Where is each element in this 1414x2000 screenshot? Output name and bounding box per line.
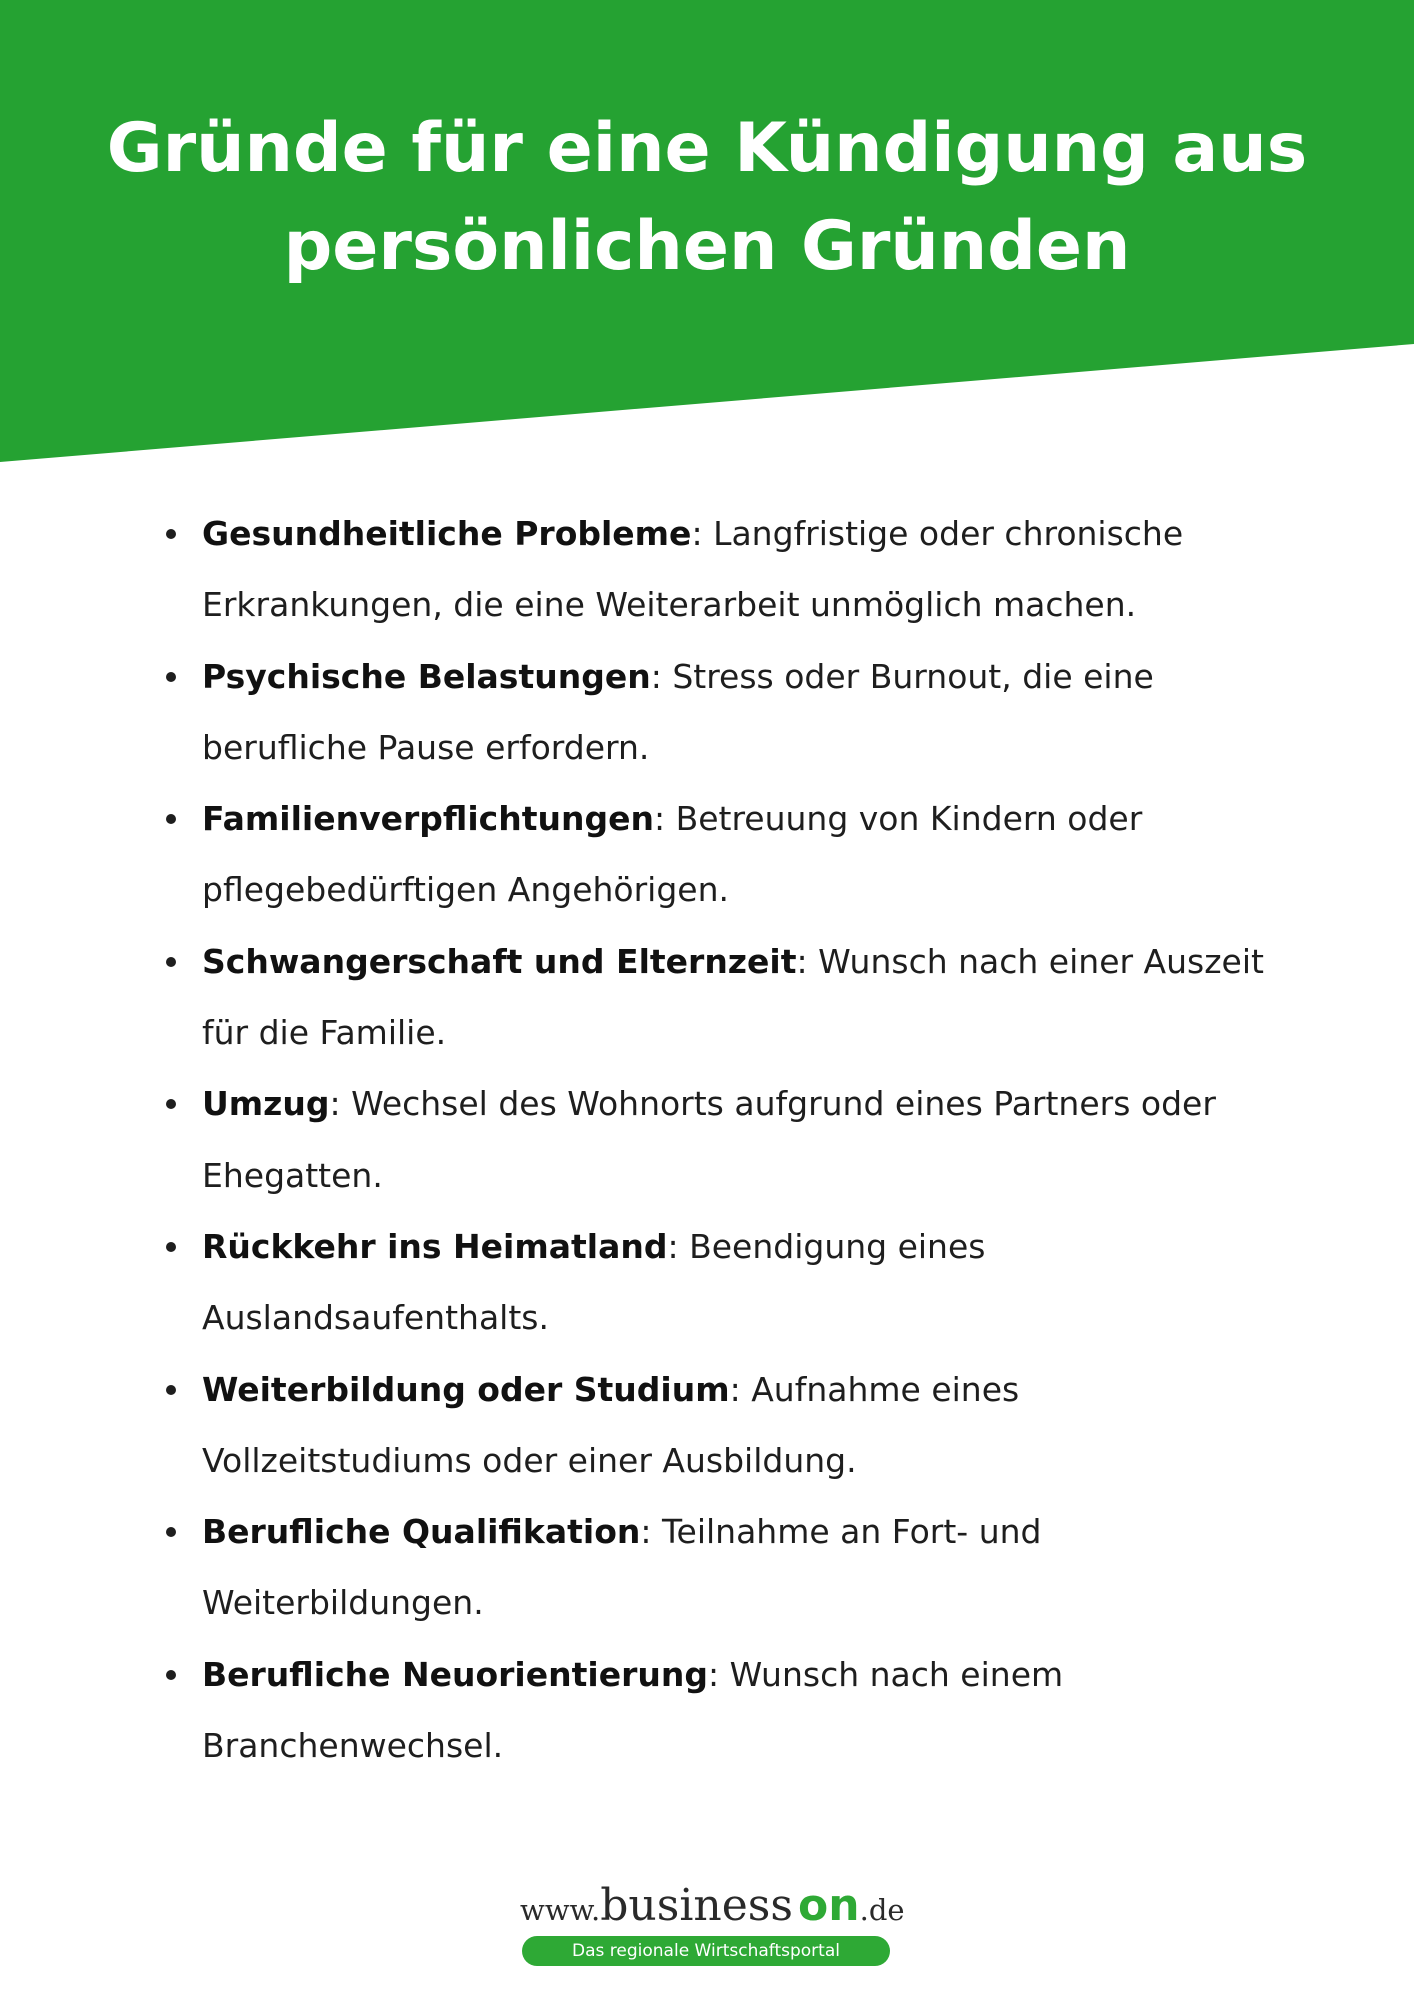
bullet-icon <box>166 1527 176 1537</box>
reason-text-line-1: Aufnahme eines <box>751 1369 1020 1409</box>
reason-text-line-2: Ehegatten. <box>202 1155 383 1195</box>
page-title-line-1: Gründe für eine Kündigung aus <box>106 109 1308 188</box>
list-item: Psychische Belastungen: Stress oder Burnout, die eine berufliche Pause erfordern. <box>160 641 1290 784</box>
logo-wordmark <box>520 1880 905 1936</box>
list-item: Umzug: Wechsel des Wohnorts aufgrund eines Partners oder Ehegatten. <box>160 1068 1290 1211</box>
list-item: Rückkehr ins Heimatland: Beendigung eines Auslandsaufenthalts. <box>160 1211 1290 1354</box>
businesson-logo[interactable] <box>520 1880 905 1970</box>
list-item: Weiterbildung oder Studium: Aufnahme eines Vollzeitstudiums oder einer Ausbildung. <box>160 1354 1290 1497</box>
bullet-icon <box>166 957 176 967</box>
bullet-icon <box>166 672 176 682</box>
logo-on: on <box>798 1880 860 1931</box>
reason-term: Gesundheitliche Probleme <box>202 514 692 553</box>
reason-text-line-1: Wechsel des Wohnorts aufgrund eines Partners oder <box>351 1084 1216 1124</box>
list-item: Familienverpflichtungen: Betreuung von Kindern oder pflegebedürftigen Angehörigen. <box>160 783 1290 926</box>
reason-text-line-1: Betreuung von Kindern oder <box>675 799 1143 839</box>
list-item: Gesundheitliche Probleme: Langfristige oder chronische Erkrankungen, die eine Weiterarbeit unmöglich machen. <box>160 498 1290 641</box>
reason-text-line-2: Vollzeitstudiums oder einer Ausbildung. <box>202 1440 857 1480</box>
reason-text-line-2: für die Familie. <box>202 1013 447 1053</box>
reason-term: Rückkehr ins Heimatland <box>202 1226 668 1266</box>
page-title-line-2: persönlichen Gründen <box>283 207 1131 286</box>
reason-text-line-1: Stress oder Burnout, die eine <box>672 656 1154 696</box>
logo-brand: business <box>600 1880 793 1931</box>
reason-term: Umzug <box>202 1084 330 1124</box>
bullet-icon <box>166 529 176 539</box>
list-item: Berufliche Qualifikation: Teilnahme an Fort- und Weiterbildungen. <box>160 1496 1290 1639</box>
logo-tld: .de <box>859 1893 905 1927</box>
reason-text-line-2: berufliche Pause erfordern. <box>202 727 650 767</box>
bullet-icon <box>166 1242 176 1252</box>
logo-tagline: Das regionale Wirtschaftsportal <box>522 1936 890 1966</box>
reason-text-line-1: Wunsch nach einem <box>729 1654 1064 1694</box>
reason-term: Familienverpflichtungen <box>202 799 654 839</box>
list-item: Berufliche Neuorientierung: Wunsch nach einem Branchenwechsel. <box>160 1639 1290 1782</box>
reason-term: Psychische Belastungen <box>202 656 651 696</box>
reason-text-line-1: Langfristige oder chronische <box>713 514 1184 553</box>
reason-term: Weiterbildung oder Studium <box>202 1369 730 1409</box>
reason-text-line-1: Wunsch nach einer Auszeit <box>818 941 1264 981</box>
reason-text-line-1: Teilnahme an Fort- und <box>661 1512 1042 1552</box>
bullet-icon <box>166 1385 176 1395</box>
list-item: Schwangerschaft und Elternzeit: Wunsch nach einer Auszeit für die Familie. <box>160 926 1290 1069</box>
reason-text-line-2: Auslandsaufenthalts. <box>202 1298 549 1338</box>
page-title <box>80 100 1334 296</box>
reason-text-line-1: Beendigung eines <box>689 1226 986 1266</box>
reason-term: Berufliche Qualifikation <box>202 1512 641 1552</box>
reason-text-line-2: pflegebedürftigen Angehörigen. <box>202 870 730 910</box>
reasons-list <box>160 498 1290 1781</box>
bullet-icon <box>166 1670 176 1680</box>
reason-text-line-2: Branchenwechsel. <box>202 1726 504 1766</box>
bullet-icon <box>166 814 176 824</box>
reason-term: Berufliche Neuorientierung <box>202 1654 708 1694</box>
reason-term: Schwangerschaft und Elternzeit <box>202 941 797 981</box>
reason-text-line-2: Erkrankungen, die eine Weiterarbeit unmöglich machen. <box>202 585 1137 625</box>
logo-www: www. <box>520 1893 601 1927</box>
reason-text-line-2: Weiterbildungen. <box>202 1583 484 1623</box>
bullet-icon <box>166 1099 176 1109</box>
